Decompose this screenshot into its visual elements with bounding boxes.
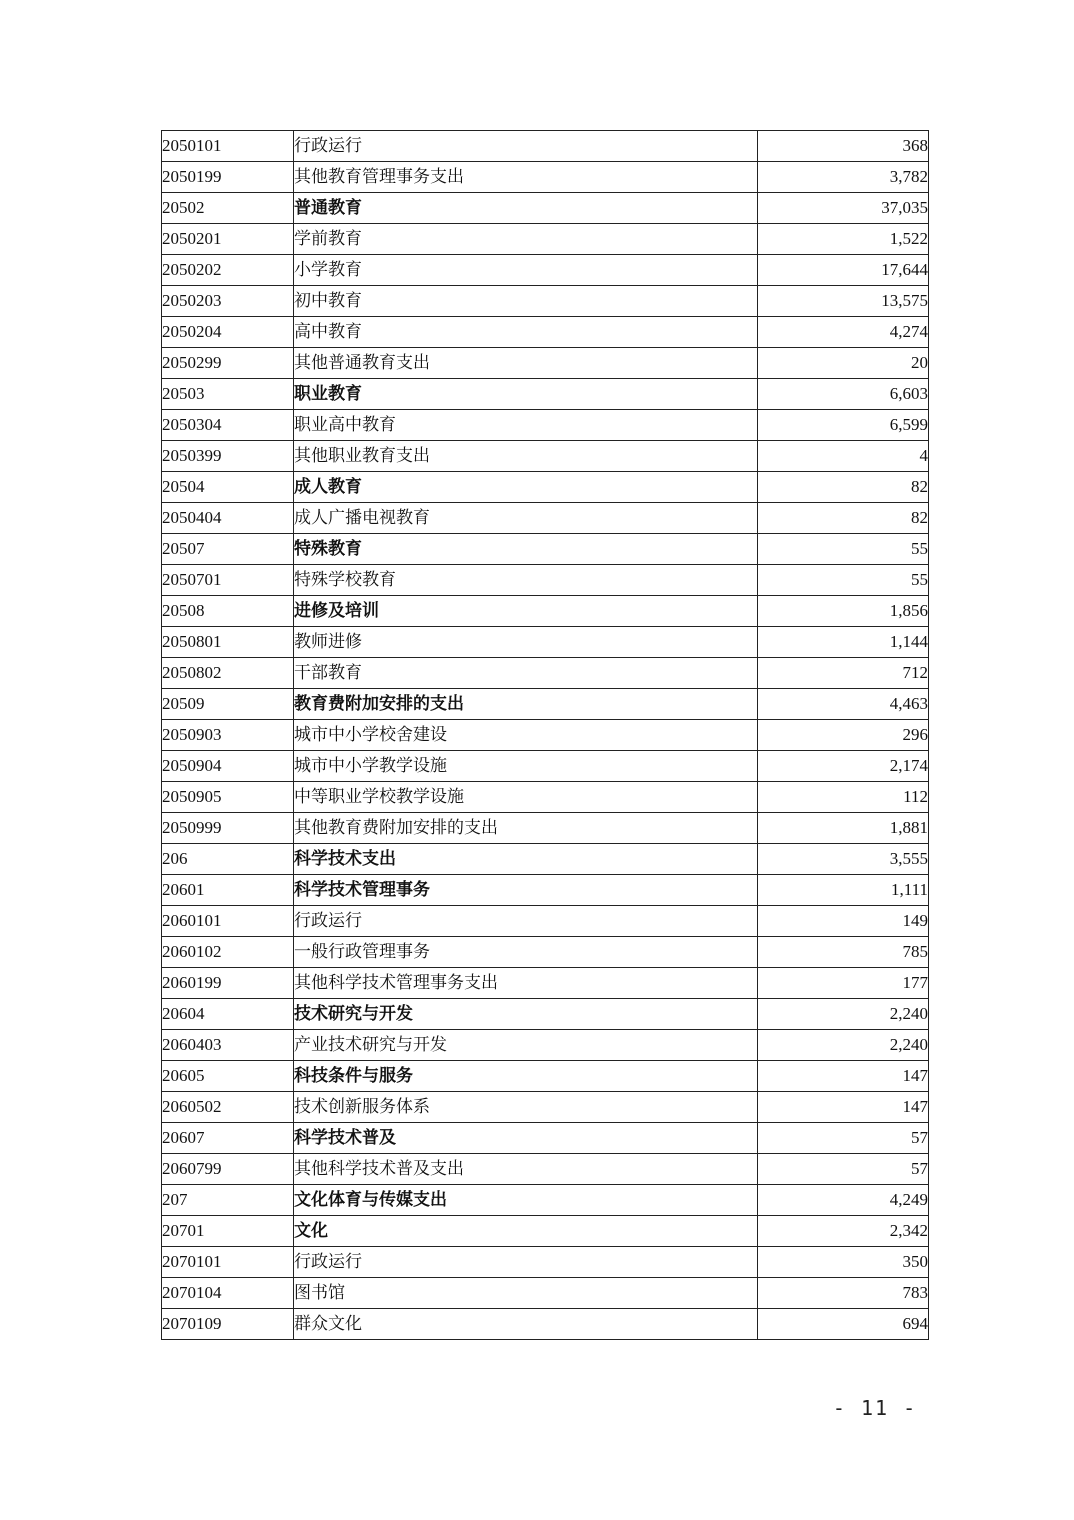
table-row bbox=[162, 534, 929, 565]
table-row bbox=[162, 906, 929, 937]
item-name-cell: 行政运行 bbox=[294, 906, 758, 937]
amount-cell: 4,274 bbox=[758, 317, 929, 348]
table-row bbox=[162, 255, 929, 286]
item-name-cell: 其他教育管理事务支出 bbox=[294, 162, 758, 193]
amount-cell: 3,555 bbox=[758, 844, 929, 875]
table-row bbox=[162, 596, 929, 627]
item-name-cell: 城市中小学校舍建设 bbox=[294, 720, 758, 751]
amount-cell: 1,144 bbox=[758, 627, 929, 658]
table-row bbox=[162, 1061, 929, 1092]
item-name-cell: 图书馆 bbox=[294, 1278, 758, 1309]
table-row bbox=[162, 131, 929, 162]
table-row bbox=[162, 441, 929, 472]
amount-cell: 1,856 bbox=[758, 596, 929, 627]
item-name-cell: 群众文化 bbox=[294, 1309, 758, 1340]
item-name-cell: 其他教育费附加安排的支出 bbox=[294, 813, 758, 844]
amount-cell: 55 bbox=[758, 565, 929, 596]
table-row bbox=[162, 1278, 929, 1309]
item-code-cell: 2050701 bbox=[162, 565, 294, 596]
amount-cell: 1,111 bbox=[758, 875, 929, 906]
amount-cell: 712 bbox=[758, 658, 929, 689]
budget-table bbox=[161, 130, 929, 1340]
amount-cell: 3,782 bbox=[758, 162, 929, 193]
amount-cell: 149 bbox=[758, 906, 929, 937]
item-code-cell: 2050903 bbox=[162, 720, 294, 751]
item-name-cell: 特殊教育 bbox=[294, 534, 758, 565]
table-row bbox=[162, 813, 929, 844]
amount-cell: 57 bbox=[758, 1154, 929, 1185]
table-row bbox=[162, 844, 929, 875]
item-code-cell: 2060502 bbox=[162, 1092, 294, 1123]
item-name-cell: 一般行政管理事务 bbox=[294, 937, 758, 968]
item-code-cell: 20503 bbox=[162, 379, 294, 410]
item-code-cell: 2060199 bbox=[162, 968, 294, 999]
item-code-cell: 2070109 bbox=[162, 1309, 294, 1340]
item-name-cell: 科学技术支出 bbox=[294, 844, 758, 875]
amount-cell: 785 bbox=[758, 937, 929, 968]
item-code-cell: 20605 bbox=[162, 1061, 294, 1092]
item-name-cell: 城市中小学教学设施 bbox=[294, 751, 758, 782]
amount-cell: 82 bbox=[758, 472, 929, 503]
amount-cell: 147 bbox=[758, 1092, 929, 1123]
item-name-cell: 其他职业教育支出 bbox=[294, 441, 758, 472]
table-row bbox=[162, 224, 929, 255]
amount-cell: 2,342 bbox=[758, 1216, 929, 1247]
amount-cell: 4,463 bbox=[758, 689, 929, 720]
amount-cell: 13,575 bbox=[758, 286, 929, 317]
amount-cell: 694 bbox=[758, 1309, 929, 1340]
table-row bbox=[162, 968, 929, 999]
item-code-cell: 20504 bbox=[162, 472, 294, 503]
item-name-cell: 其他科学技术管理事务支出 bbox=[294, 968, 758, 999]
amount-cell: 2,240 bbox=[758, 999, 929, 1030]
amount-cell: 6,603 bbox=[758, 379, 929, 410]
item-code-cell: 2070101 bbox=[162, 1247, 294, 1278]
table-row bbox=[162, 658, 929, 689]
amount-cell: 55 bbox=[758, 534, 929, 565]
item-code-cell: 2050101 bbox=[162, 131, 294, 162]
item-code-cell: 20601 bbox=[162, 875, 294, 906]
item-code-cell: 2050905 bbox=[162, 782, 294, 813]
item-name-cell: 干部教育 bbox=[294, 658, 758, 689]
amount-cell: 2,174 bbox=[758, 751, 929, 782]
amount-cell: 296 bbox=[758, 720, 929, 751]
table-row bbox=[162, 565, 929, 596]
item-code-cell: 2050399 bbox=[162, 441, 294, 472]
item-code-cell: 2050999 bbox=[162, 813, 294, 844]
item-code-cell: 20509 bbox=[162, 689, 294, 720]
item-code-cell: 20604 bbox=[162, 999, 294, 1030]
item-name-cell: 其他科学技术普及支出 bbox=[294, 1154, 758, 1185]
item-code-cell: 2050204 bbox=[162, 317, 294, 348]
item-code-cell: 20507 bbox=[162, 534, 294, 565]
item-name-cell: 其他普通教育支出 bbox=[294, 348, 758, 379]
amount-cell: 368 bbox=[758, 131, 929, 162]
item-code-cell: 2060403 bbox=[162, 1030, 294, 1061]
item-name-cell: 小学教育 bbox=[294, 255, 758, 286]
item-code-cell: 206 bbox=[162, 844, 294, 875]
item-code-cell: 20502 bbox=[162, 193, 294, 224]
item-name-cell: 成人广播电视教育 bbox=[294, 503, 758, 534]
item-name-cell: 高中教育 bbox=[294, 317, 758, 348]
table-row bbox=[162, 937, 929, 968]
page-number: - 11 - bbox=[832, 1396, 918, 1420]
budget-table-body bbox=[162, 131, 929, 1340]
item-name-cell: 教师进修 bbox=[294, 627, 758, 658]
item-code-cell: 2050299 bbox=[162, 348, 294, 379]
item-name-cell: 文化 bbox=[294, 1216, 758, 1247]
amount-cell: 1,522 bbox=[758, 224, 929, 255]
amount-cell: 82 bbox=[758, 503, 929, 534]
item-name-cell: 普通教育 bbox=[294, 193, 758, 224]
item-code-cell: 2050203 bbox=[162, 286, 294, 317]
item-code-cell: 2050904 bbox=[162, 751, 294, 782]
item-code-cell: 2050201 bbox=[162, 224, 294, 255]
item-name-cell: 学前教育 bbox=[294, 224, 758, 255]
amount-cell: 350 bbox=[758, 1247, 929, 1278]
table-row bbox=[162, 1123, 929, 1154]
item-code-cell: 2050802 bbox=[162, 658, 294, 689]
amount-cell: 177 bbox=[758, 968, 929, 999]
item-name-cell: 中等职业学校教学设施 bbox=[294, 782, 758, 813]
item-code-cell: 20607 bbox=[162, 1123, 294, 1154]
amount-cell: 1,881 bbox=[758, 813, 929, 844]
table-row bbox=[162, 286, 929, 317]
item-code-cell: 20508 bbox=[162, 596, 294, 627]
table-row bbox=[162, 193, 929, 224]
amount-cell: 6,599 bbox=[758, 410, 929, 441]
amount-cell: 112 bbox=[758, 782, 929, 813]
item-name-cell: 初中教育 bbox=[294, 286, 758, 317]
item-code-cell: 207 bbox=[162, 1185, 294, 1216]
item-code-cell: 2050304 bbox=[162, 410, 294, 441]
table-row bbox=[162, 875, 929, 906]
table-row bbox=[162, 379, 929, 410]
table-row bbox=[162, 317, 929, 348]
item-name-cell: 技术创新服务体系 bbox=[294, 1092, 758, 1123]
item-name-cell: 职业高中教育 bbox=[294, 410, 758, 441]
table-row bbox=[162, 1030, 929, 1061]
table-row bbox=[162, 410, 929, 441]
item-code-cell: 20701 bbox=[162, 1216, 294, 1247]
table-row bbox=[162, 1185, 929, 1216]
item-code-cell: 2050199 bbox=[162, 162, 294, 193]
amount-cell: 783 bbox=[758, 1278, 929, 1309]
table-row bbox=[162, 503, 929, 534]
table-row bbox=[162, 1154, 929, 1185]
amount-cell: 57 bbox=[758, 1123, 929, 1154]
table-row bbox=[162, 751, 929, 782]
item-code-cell: 2060101 bbox=[162, 906, 294, 937]
item-name-cell: 行政运行 bbox=[294, 131, 758, 162]
item-code-cell: 2060102 bbox=[162, 937, 294, 968]
item-name-cell: 科学技术管理事务 bbox=[294, 875, 758, 906]
item-name-cell: 文化体育与传媒支出 bbox=[294, 1185, 758, 1216]
item-name-cell: 教育费附加安排的支出 bbox=[294, 689, 758, 720]
table-row bbox=[162, 627, 929, 658]
item-name-cell: 职业教育 bbox=[294, 379, 758, 410]
table-row bbox=[162, 720, 929, 751]
table-row bbox=[162, 782, 929, 813]
table-row bbox=[162, 472, 929, 503]
table-row bbox=[162, 999, 929, 1030]
item-code-cell: 2050404 bbox=[162, 503, 294, 534]
item-code-cell: 2060799 bbox=[162, 1154, 294, 1185]
amount-cell: 147 bbox=[758, 1061, 929, 1092]
table-row bbox=[162, 1309, 929, 1340]
table-row bbox=[162, 689, 929, 720]
table-row bbox=[162, 1092, 929, 1123]
item-name-cell: 科技条件与服务 bbox=[294, 1061, 758, 1092]
amount-cell: 2,240 bbox=[758, 1030, 929, 1061]
table-row bbox=[162, 162, 929, 193]
table-row bbox=[162, 1247, 929, 1278]
table-row bbox=[162, 1216, 929, 1247]
item-name-cell: 产业技术研究与开发 bbox=[294, 1030, 758, 1061]
item-name-cell: 特殊学校教育 bbox=[294, 565, 758, 596]
amount-cell: 4 bbox=[758, 441, 929, 472]
amount-cell: 37,035 bbox=[758, 193, 929, 224]
table-row bbox=[162, 348, 929, 379]
amount-cell: 20 bbox=[758, 348, 929, 379]
item-name-cell: 行政运行 bbox=[294, 1247, 758, 1278]
item-code-cell: 2050202 bbox=[162, 255, 294, 286]
item-name-cell: 科学技术普及 bbox=[294, 1123, 758, 1154]
item-name-cell: 技术研究与开发 bbox=[294, 999, 758, 1030]
item-name-cell: 进修及培训 bbox=[294, 596, 758, 627]
amount-cell: 4,249 bbox=[758, 1185, 929, 1216]
item-code-cell: 2070104 bbox=[162, 1278, 294, 1309]
item-code-cell: 2050801 bbox=[162, 627, 294, 658]
amount-cell: 17,644 bbox=[758, 255, 929, 286]
item-name-cell: 成人教育 bbox=[294, 472, 758, 503]
